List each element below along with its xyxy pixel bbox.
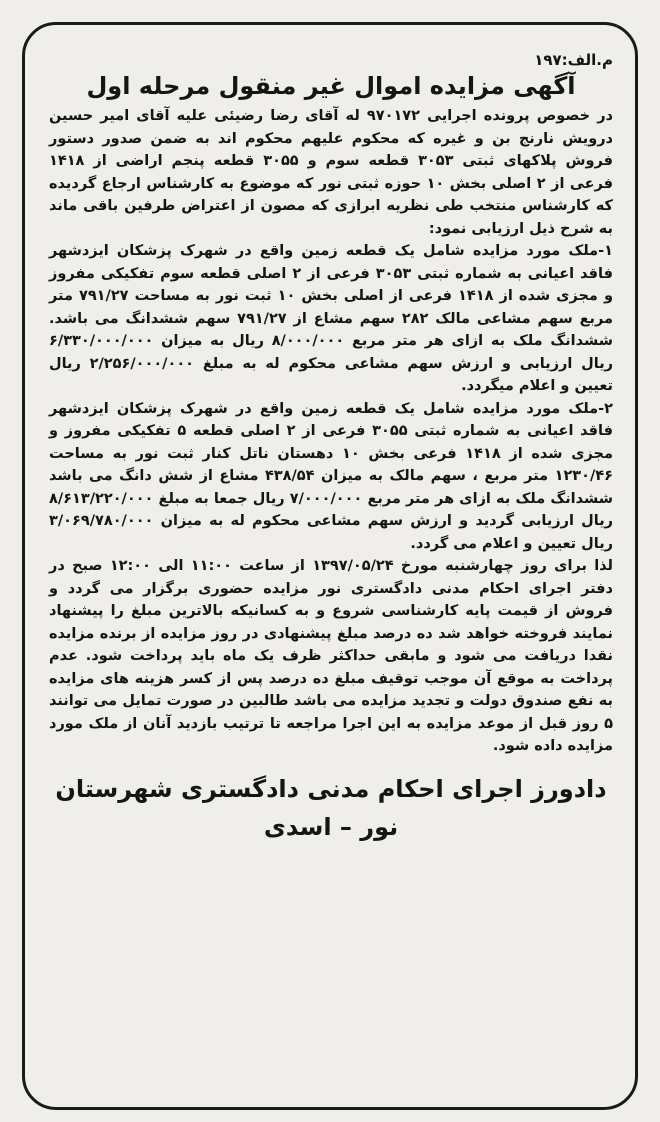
signature-line-1: دادورز اجرای احکام مدنی دادگستری شهرستان bbox=[55, 774, 607, 803]
signature-line-2: نور – اسدی bbox=[263, 812, 399, 841]
property-item-2: ۲-ملک مورد مزایده شامل یک قطعه زمین واقع در شهرک پزشکان ایزدشهر فاقد اعیانی به شماره ثبتی ۳۰۵۵ فرعی از ۲ اصلی قطعه ۵ تفکیکی مفروز و مجزی شده از ۱۴۱۸ فرعی بخش ۱۰ دهستان ناتل کنار ثبت نور به مساحت ۱۲۳۰/۴۶ متر مربع ، سهم مالک به میزان ۴۳۸/۵۴ مشاع از شش دانگ می باشد ششدانگ ملک به ازای هر متر مربع ۷/۰۰۰/۰۰۰ ریال جمعا به مبلغ ۸/۶۱۳/۲۲۰/۰۰۰ ریال ارزیابی گردید و ارزش سهم مشاعی محکوم له به میزان ۳/۰۶۹/۷۸۰/۰۰۰ ریال تعیین و اعلام می گردد. bbox=[49, 400, 613, 552]
notice-box bbox=[22, 22, 638, 1110]
signature-block bbox=[49, 770, 613, 846]
auction-terms-paragraph: لذا برای روز چهارشنبه مورخ ۱۳۹۷/۰۵/۲۴ از ساعت ۱۱:۰۰ الی ۱۲:۰۰ صبح در دفتر اجرای احکام مدنی دادگستری نور مزایده حضوری برگزار می گردد و فروش از قیمت پایه کارشناسی شروع و به کسانیکه بالاترین مبلغ را پیشنهاد نمایند فروخته خواهد شد ده درصد مبلغ پیشنهادی در روز مزایده از برنده مزایده نقدا دریافت می شود و مابقی حداکثر ظرف یک ماه باید پرداخت شود. عدم پرداخت به موقع آن موجب توقیف مبلغ ده درصد پس از کسر هزینه های مزایده به نفع صندوق دولت و تجدید مزایده می باشد طالبین در صورت تمایل می توانند ۵ روز قبل از موعد مزایده به این اجرا مراجعه تا ترتیب بازدید آنان از ملک مورد مزایده داده شود. bbox=[49, 558, 614, 754]
notice-title: آگهی مزایده اموال غیر منقول مرحله اول bbox=[86, 72, 576, 100]
property-item-1: ۱-ملک مورد مزایده شامل یک قطعه زمین واقع در شهرک پزشکان ایزدشهر فاقد اعیانی به شماره ثبتی ۳۰۵۳ فرعی از ۲ اصلی قطعه سوم تفکیکی مفروز و مجزی شده از ۱۴۱۸ فرعی از اصلی بخش ۱۰ ثبت نور به مساحت ۷۹۱/۲۷ متر مربع سهم مشاعی مالک ۲۸۲ سهم مشاع از ۷۹۱/۲۷ سهم ششدانگ می باشد. ششدانگ ملک به ازای هر متر مربع ۸/۰۰۰/۰۰۰ ریال به میزان ۶/۳۳۰/۰۰۰/۰۰۰ ریال ارزیابی و ارزش سهم مشاعی محکوم له به مبلغ ۲/۲۵۶/۰۰۰/۰۰۰ ریال تعیین و اعلام میگردد. bbox=[49, 243, 613, 394]
intro-paragraph: در خصوص پرونده اجرایی ۹۷۰۱۷۲ له آقای رضا رضیئی علیه آقای امیر حسین درویش نارنج بن و غیره که محکوم علیهم محکوم اند به ضمن صدور دستور فروش پلاکهای ثبتی ۳۰۵۳ قطعه سوم و ۳۰۵۵ قطعه پنجم اراضی از ۱۴۱۸ فرعی از ۲ اصلی بخش ۱۰ حوزه ثبتی نور که موضوع به کارشناس ارجاع گردیده که کارشناس منتخب طی نظریه ابرازی که مصون از اعتراض طرفین باقی ماند به شرح ذیل ارزیابی نمود: bbox=[49, 108, 614, 237]
reference-number: م.الف:۱۹۷ bbox=[534, 51, 613, 69]
